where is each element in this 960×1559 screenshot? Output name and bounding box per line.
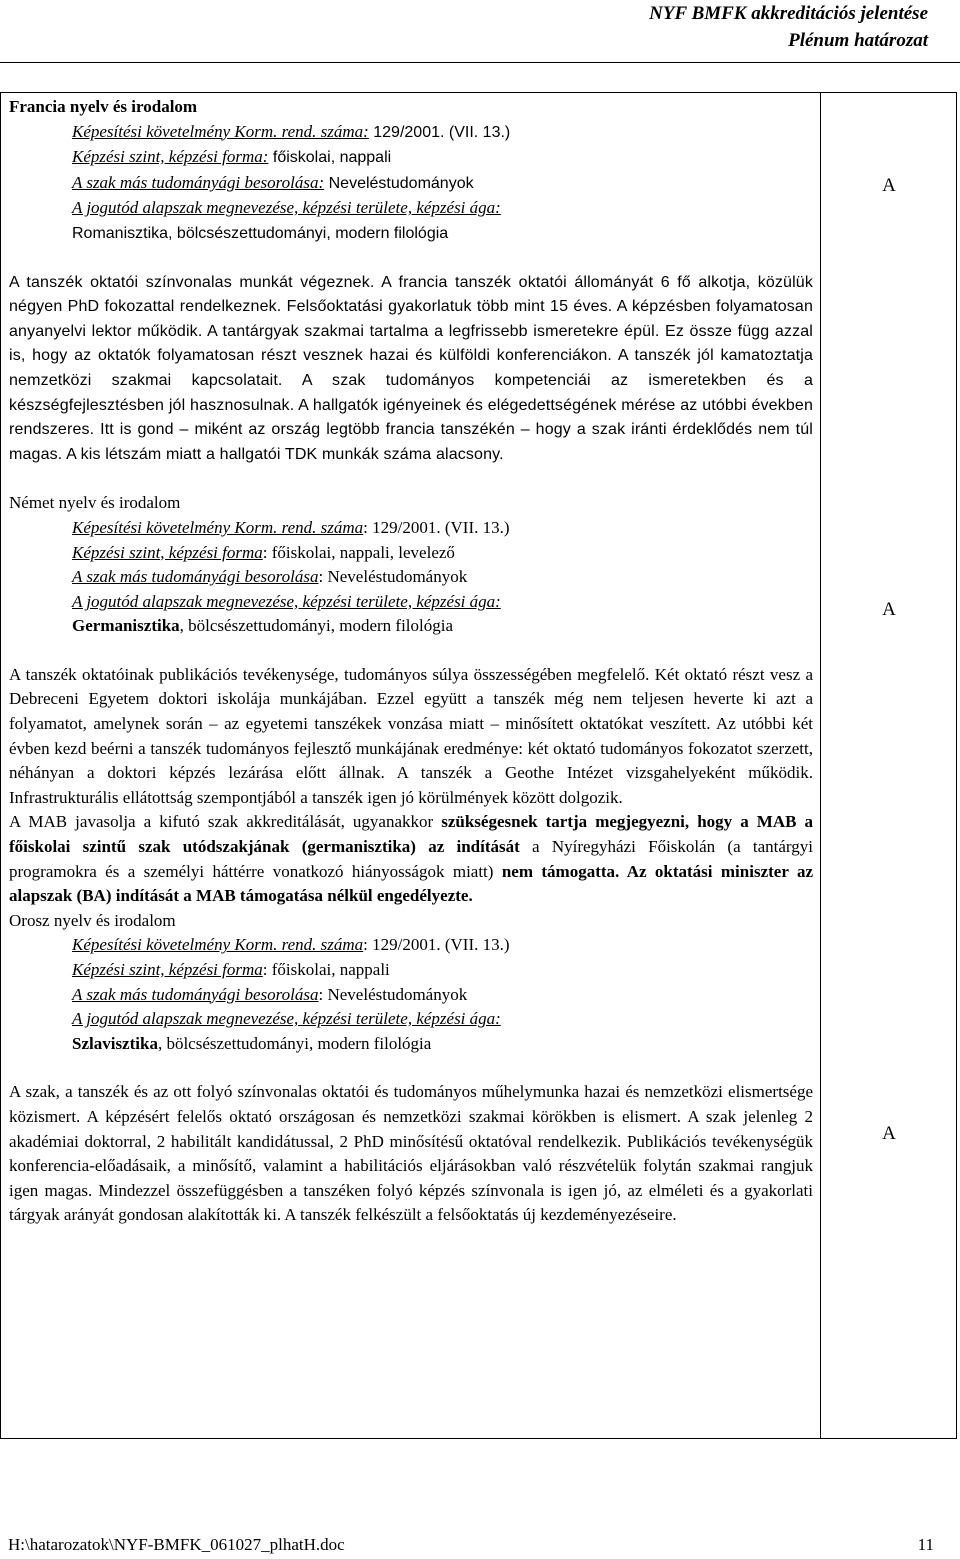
- meta-line: A szak más tudományági besorolása: Neveléstudományok: [72, 567, 468, 587]
- section-title: Orosz nyelv és irodalom: [9, 910, 176, 930]
- meta-line: Romanisztika, bölcsészettudományi, modern filológia: [72, 224, 449, 242]
- meta-line: A szak más tudományági besorolása: Neveléstudományok: [72, 984, 468, 1004]
- meta-line: Képesítési követelmény Korm. rend. száma: 129/2001. (VII. 13.): [72, 517, 510, 537]
- footer-page-number: 11: [917, 1535, 934, 1554]
- section-title: Francia nyelv és irodalom: [9, 97, 198, 116]
- meta-line: Germanisztika, bölcsészettudományi, modern filológia: [72, 616, 454, 636]
- meta-line: Képzési szint, képzési forma: főiskolai, nappali: [72, 147, 392, 167]
- section-orosz: [9, 909, 813, 1228]
- footer-file-path: H:\hatarozatok\NYF-BMFK_061027_plhatH.doc: [8, 1535, 345, 1554]
- header-title: NYF BMFK akkreditációs jelentése: [649, 3, 928, 24]
- evaluation-table: [0, 92, 957, 1439]
- meta-line: A jogutód alapszak megnevezése, képzési területe, képzési ága:: [72, 591, 501, 611]
- section-paragraph: A tanszék oktatóinak publikációs tevékenysége, tudományos súlya összességében megfelelő. Két oktató részt vesz a Debreceni Egyetem doktori iskolája munkájában. Ezzel együtt a tanszék még nem teljesen heverte ki azt a folyamatot, amelynek során – az egyetemi tanszékek vonzása miatt – minősített oktatókat veszített. Az utóbbi két évben kezd beérni a tanszék tudományos fejlesztő munkájának eredménye: két oktató tudományos fokozatot szerzett, néhányan a doktori képzés lezárása előtt állnak. A tanszék a Geothe Intézet vizsgahelyeként működik. Infrastrukturális ellátottság szempontjából a tanszék igen jó körülmények között dolgozik.: [9, 664, 813, 807]
- grade-nemet: A: [882, 599, 896, 620]
- grade-francia: A: [882, 175, 896, 196]
- recommendation-paragraph: A MAB javasolja a kifutó szak akkreditálását, ugyanakkor szükségesnek tartja megjegyezni, hogy a MAB a főiskolai szintű szak utódszakjának (germanisztika) az indítását a Nyíregyházi Főiskolán (a tantárgyi programokra és a személyi háttérre vonatkozó hiányosságok miatt) nem támogatta. Az oktatási miniszter az alapszak (BA) indítását a MAB támogatása nélkül engedélyezte.: [9, 812, 813, 906]
- header-rule: [0, 62, 960, 63]
- meta-line: Szlavisztika, bölcsészettudományi, modern filológia: [72, 1033, 432, 1053]
- header-subtitle: Plénum határozat: [788, 30, 928, 51]
- page-header: [649, 0, 928, 54]
- grade-orosz: A: [882, 1123, 896, 1144]
- section-paragraph: A szak, a tanszék és az ott folyó színvonalas oktatói és tudományos műhelymunka hazai és nemzetközi elismertsége közismert. A képzésért felelős oktató országosan és nemzetközi szakmai körökben is elismert. A szak jelenleg 2 akadémiai doktorral, 2 habilitált kandidátussal, 2 PhD minősítésű oktatóval rendelkezik. Publikációs tevékenységük konferencia-előadásaik, a minősítő, valamint a habilitációs eljárásokban való részvételük folytán szakmai rangjuk igen magas. Mindezzel összefüggésben a tanszéken folyó képzés színvonala is igen jó, az elméleti és a gyakorlati tárgyak arányát gondosan alakították ki. A tanszék felkészült a felsőoktatás új kezdeményezéseire.: [9, 1082, 813, 1225]
- section-francia: [9, 95, 813, 467]
- meta-line: Képesítési követelmény Korm. rend. száma: 129/2001. (VII. 13.): [72, 935, 510, 955]
- section-title: Német nyelv és irodalom: [9, 493, 181, 513]
- section-paragraph: A tanszék oktatói színvonalas munkát végeznek. A francia tanszék oktatói állományát 6 fő alkotja, közülük négyen PhD fokozattal rendelkeznek. Felsőoktatási gyakorlatuk több mint 15 éves. A képzésben folyamatosan anyanyelvi lektor működik. A tantárgyak szakmai tartalma a legfrissebb ismeretekre épül. Ez össze függ azzal is, hogy az oktatók folyamatosan részt vesznek hazai és külföldi konferenciákon. A tanszék jól kamatoztatja nemzetközi szakmai kapcsolatait. A szak tudományos kompetenciái az ismeretekben és a készségfejlesztésben jól hasznosulnak. A hallgatók igényeinek és elégedettségének mérése az utóbbi években rendszeres. Itt is gond – miként az ország legtöbb francia tanszékén – hogy a szak iránti érdeklődés nem túl magas. A kis létszám miatt a hallgatói TDK munkák száma alacsony.: [9, 273, 813, 463]
- meta-line: Képesítési követelmény Korm. rend. száma: 129/2001. (VII. 13.): [72, 121, 511, 141]
- meta-line: A jogutód alapszak megnevezése, képzési területe, képzési ága:: [72, 1009, 501, 1029]
- meta-line: Képzési szint, képzési forma: főiskolai, nappali, levelező: [72, 542, 455, 562]
- meta-line: Képzési szint, képzési forma: főiskolai, nappali: [72, 960, 390, 979]
- table-content: [9, 95, 813, 1228]
- column-divider: [820, 93, 821, 1438]
- section-nemet: [9, 491, 813, 909]
- meta-line: A szak más tudományági besorolása: Neveléstudományok: [72, 172, 474, 192]
- meta-line: A jogutód alapszak megnevezése, képzési területe, képzési ága:: [72, 198, 501, 218]
